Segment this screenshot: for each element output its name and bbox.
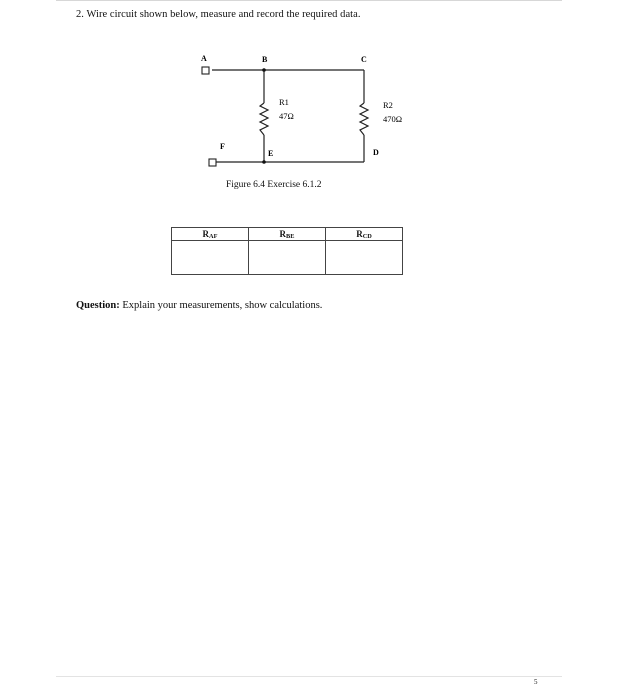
question-paragraph	[76, 300, 322, 311]
cell-raf-value[interactable]	[172, 241, 249, 275]
node-label-d: D	[373, 148, 379, 157]
node-label-e: E	[268, 149, 274, 158]
junction-b-icon	[262, 68, 266, 72]
cell-rbe-value[interactable]	[249, 241, 326, 275]
r2-value-label: 470Ω	[383, 114, 403, 124]
header-rcd: $R_{CD}$	[326, 228, 403, 241]
header-raf: $R_{AF}$	[172, 228, 249, 241]
node-label-b: B	[262, 55, 268, 64]
figure-caption: Figure 6.4 Exercise 6.1.2	[226, 180, 322, 190]
table-row	[172, 241, 403, 275]
node-label-a: A	[201, 54, 207, 63]
terminal-f-icon	[209, 159, 216, 166]
question-text: Explain your measurements, show calculations.	[119, 300, 323, 311]
circuit-diagram	[180, 40, 420, 180]
table-header-row	[172, 228, 403, 241]
exercise-heading: 2. Wire circuit shown below, measure and record the required data.	[76, 9, 361, 20]
r1-value-label: 47Ω	[279, 111, 294, 121]
page-top-edge	[56, 0, 562, 1]
cell-rcd-value[interactable]	[326, 241, 403, 275]
header-rbe: $R_{BE}$	[249, 228, 326, 241]
page-number: 5	[534, 678, 538, 686]
terminal-a-icon	[202, 67, 209, 74]
question-label: Question:	[76, 300, 120, 311]
junction-e-icon	[262, 160, 266, 164]
r1-name-label: R1	[279, 97, 289, 107]
resistor-r2-icon	[360, 103, 368, 135]
resistor-r1-icon	[260, 103, 268, 135]
resistance-table	[171, 227, 403, 275]
page-bottom-edge	[56, 676, 562, 677]
node-label-f: F	[220, 142, 225, 151]
r2-name-label: R2	[383, 100, 393, 110]
node-label-c: C	[361, 55, 367, 64]
